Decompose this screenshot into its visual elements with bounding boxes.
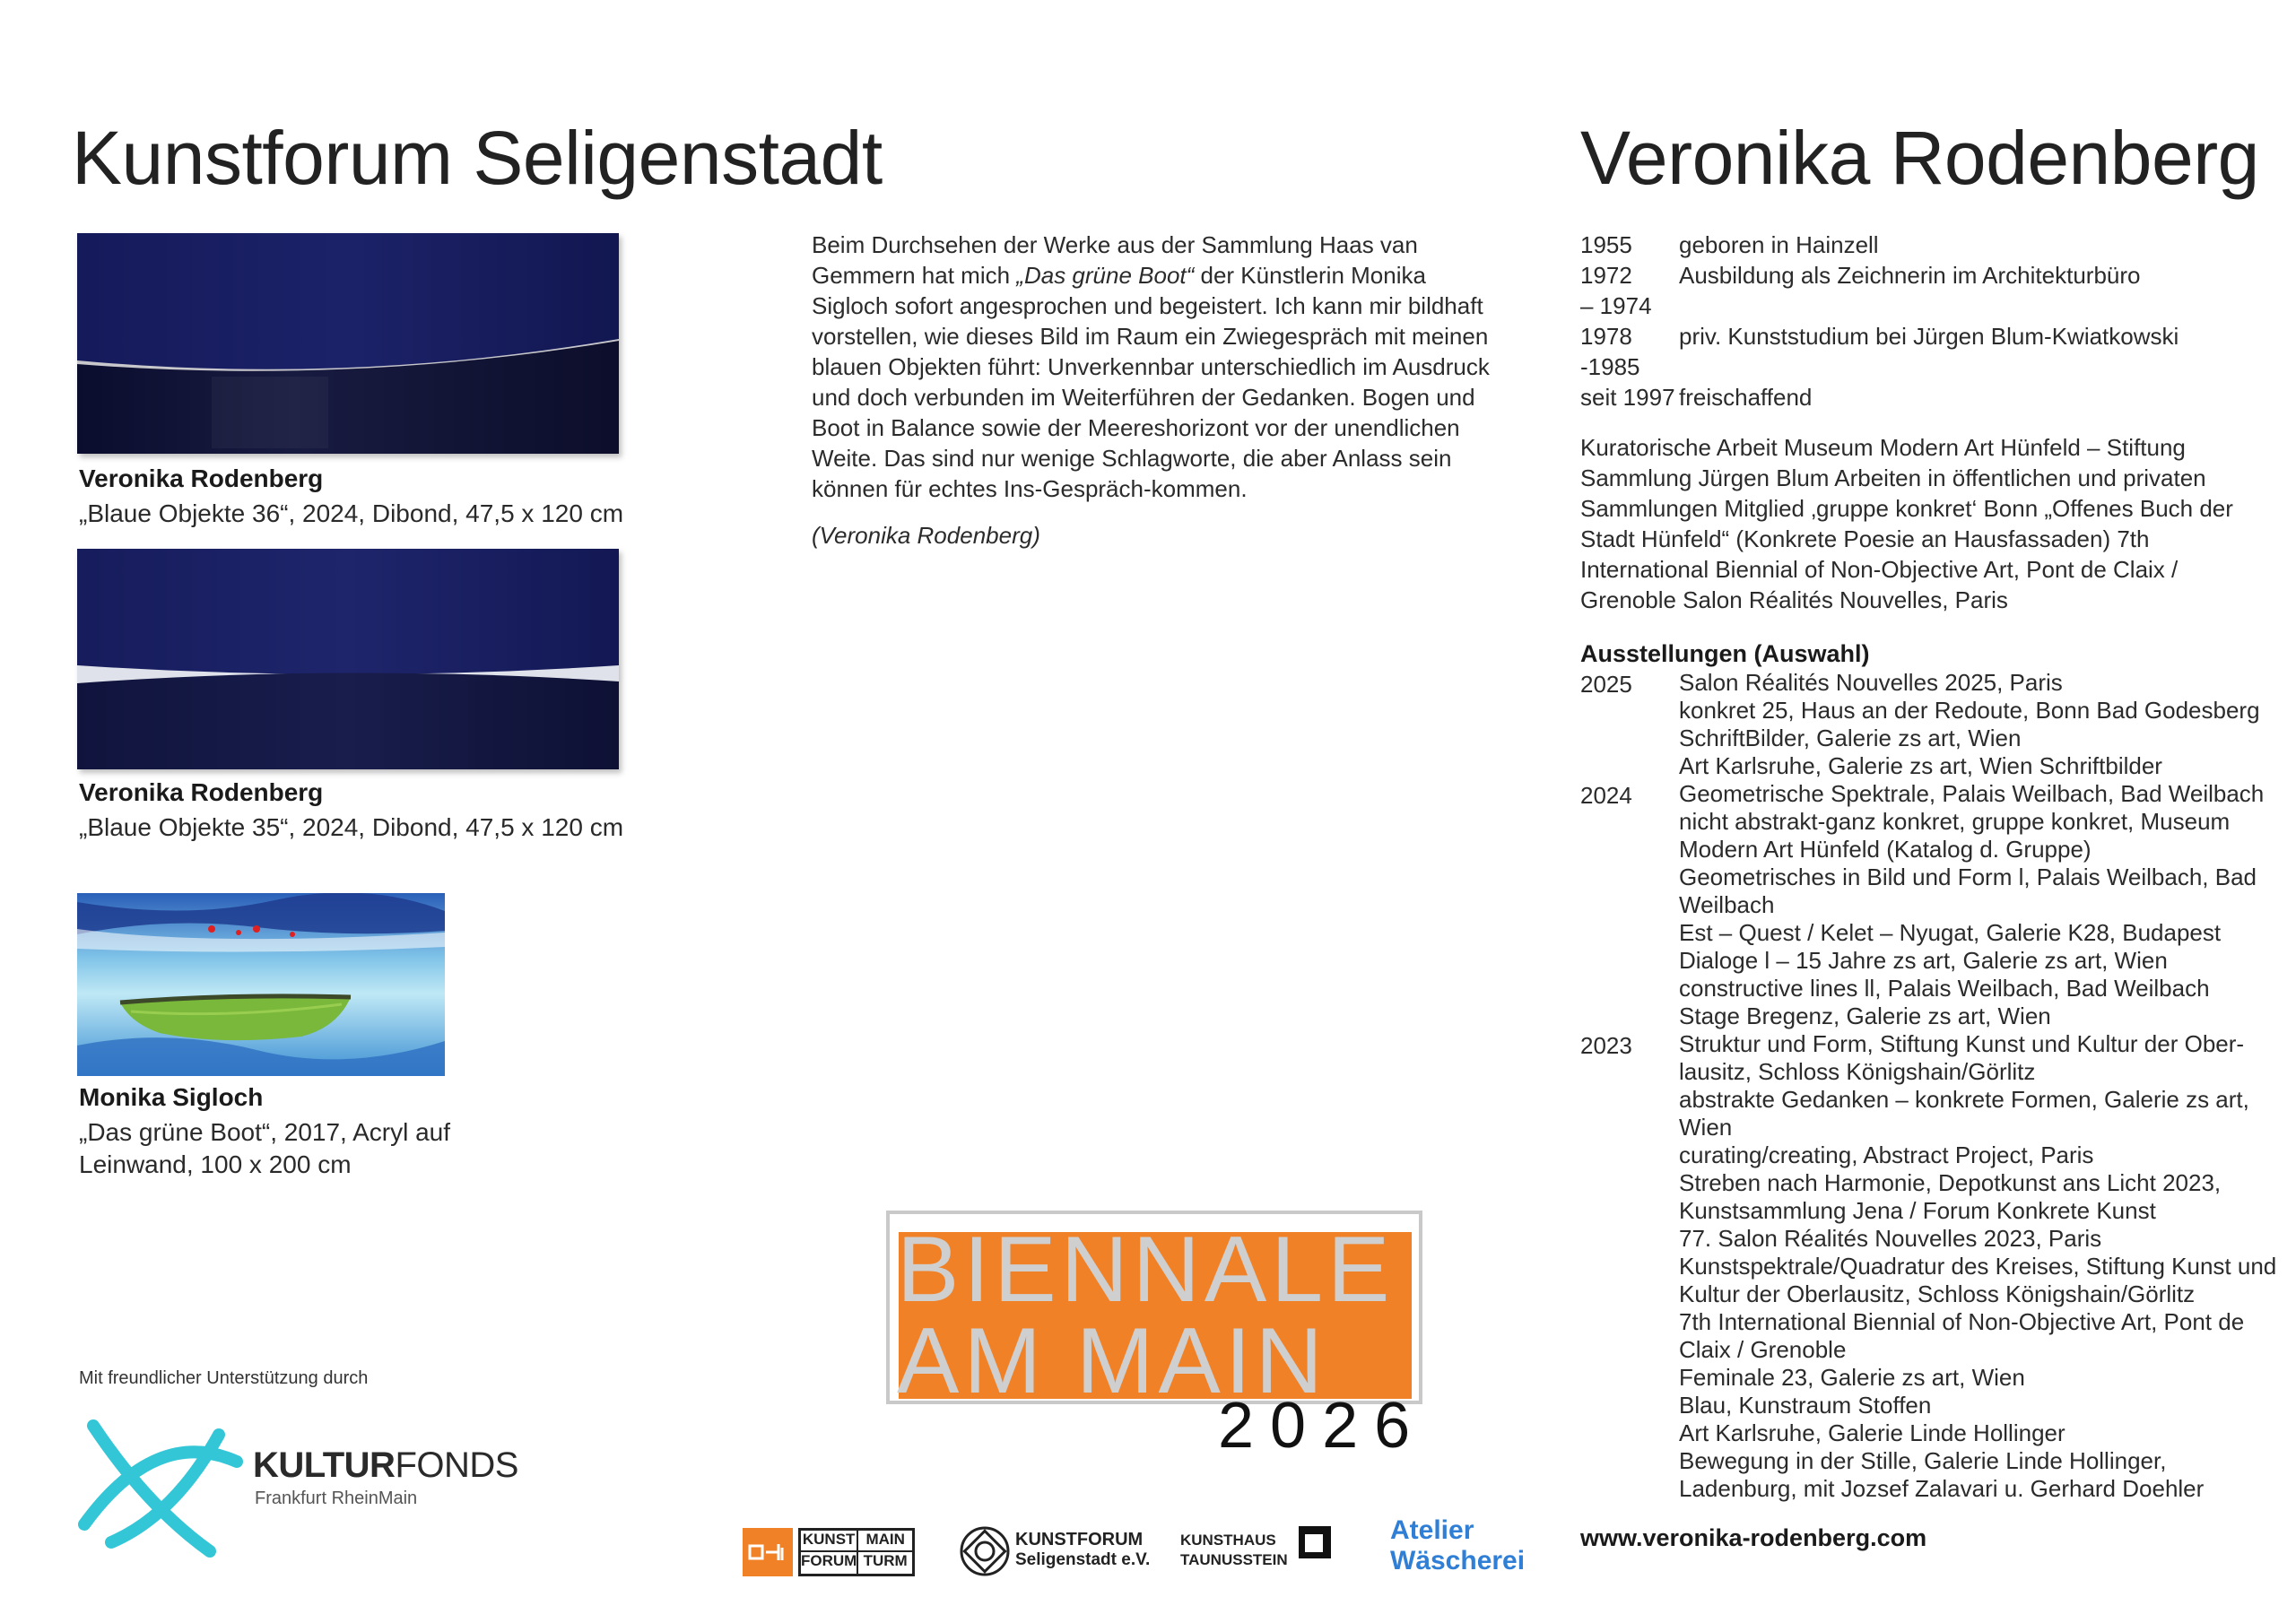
exhibition-item: Bewegung in der Stille, Galerie Linde Hollinger, [1679,1447,2167,1474]
exhibition-item: curating/creating, Abstract Project, Paris [1679,1141,2094,1168]
cv-row: – 1974 [1580,292,1652,319]
artwork-details: Leinwand, 100 x 200 cm [79,1150,352,1178]
sponsor-text: TURM [863,1552,908,1569]
cv-row: seit 1997 freischaffend [1580,384,1813,411]
artist-biography [1580,230,2280,1503]
artwork-image-blaue-objekte-35 [77,549,619,769]
cv-row: 1978 priv. Kunststudium bei Jürgen Blum-Kwiatkowski [1580,323,2179,350]
left-title: Kunstforum Seligenstadt [72,116,883,200]
support-text: Mit freundlicher Unterstützung durch [79,1368,369,1388]
kunsthaus-logo-subtitle: TAUNUSSTEIN [1180,1551,1288,1568]
exhibition-item: Claix / Grenoble [1679,1336,1847,1363]
kunstmainforumturm-mark-icon [743,1528,793,1576]
exhibition-item: konkret 25, Haus an der Redoute, Bonn Bad Godesberg [1679,697,2260,724]
kunstforum-logo-title: KUNSTFORUM [1015,1530,1144,1549]
sponsor-text: FORUM [801,1552,858,1574]
exhibition-item: Art Karlsruhe, Galerie zs art, Wien Schriftbilder [1679,752,2162,779]
exhibition-item: Geometrische Spektrale, Palais Weilbach, Bad Weilbach [1679,780,2265,807]
exhibition-item: Feminale 23, Galerie zs art, Wien [1679,1364,2025,1391]
exhibition-year-block: 2024 Geometrische Spektrale, Palais Weilbach, Bad Weilbach nicht abstrakt-ganz konkret, gruppe konkret, Museum Modern Art Hünfeld (Katalog d. Gruppe) Geometrisches in Bild und Form l, Palais Weilbach, Bad Weilbach Est – Quest / Kelet – Nyugat, Galerie K28, Budapest Dialoge l – 15 Jahre zs art, Galerie zs art, Wien constructive lines ll, Palais Weilbach, Bad Weilbach Stage Bregenz, Galerie zs art, Wien [1580,780,2280,1030]
exhibition-item: Art Karlsruhe, Galerie Linde Hollinger [1679,1419,2066,1446]
biennale-logo-line1: BIENNALE [897,1218,1395,1322]
exhibition-item: Weilbach [1679,891,1775,918]
kunstforum-seligenstadt-logo-icon [958,1524,1012,1578]
cv-row: -1985 [1580,353,1640,380]
exhibition-year-block: 2023 Struktur und Form, Stiftung Kunst und Kultur der Ober- lausitz, Schloss Königshain/Görlitz abstrakte Gedanken – konkrete Formen, Galerie zs art, Wien curating/creating, Abstract Project, Paris Streben nach Harmonie, Depotkunst ans Licht 2023, Kunstsammlung Jena / Forum Konkrete Kunst 77. Salon Réalités Nouvelles 2023, Paris Kunstspektrale/Quadratur des Kreises, Stiftung Kunst und Kultur der Oberlausitz, Schloss Königshain/Görlitz 7th International Biennial of Non-Objective Art, Pont de Claix / Grenoble Feminale 23, Galerie zs art, Wien Blau, Kunstraum Stoffen Art Karlsruhe, Galerie Linde Hollinger Bewegung in der Stille, Galerie Linde Hollinger, Ladenburg, mit Jozsef Zalavari u. Gerhard Doehler [1580,1030,2280,1503]
artwork-image-blaue-objekte-36 [77,233,619,454]
kunsthaus-logo-title: KUNSTHAUS [1180,1532,1276,1549]
exhibition-item: Streben nach Harmonie, Depotkunst ans Licht 2023, [1679,1169,2222,1196]
exhibition-item: lausitz, Schloss Königshain/Görlitz [1679,1058,2036,1085]
artwork-details: „Das grüne Boot“, 2017, Acryl auf [79,1118,450,1146]
exhibition-item: Kunstsammlung Jena / Forum Konkrete Kunst [1679,1197,2156,1224]
artwork-artist: Veronika Rodenberg [79,778,324,806]
kulturfonds-subtitle: Frankfurt RheinMain [255,1488,418,1508]
exhibition-item: Est – Quest / Kelet – Nyugat, Galerie K28, Budapest [1679,919,2222,946]
exhibition-item: Struktur und Form, Stiftung Kunst und Kultur der Ober- [1679,1030,2245,1057]
exhibition-item: SchriftBilder, Galerie zs art, Wien [1679,725,2022,751]
exhibition-item: Salon Réalités Nouvelles 2025, Paris [1679,669,2063,696]
atelier-logo-line1: Atelier [1390,1515,1474,1545]
exhibition-item: Stage Bregenz, Galerie zs art, Wien [1679,1002,2051,1029]
exhibitions-heading: Ausstellungen (Auswahl) [1580,640,1870,667]
exhibition-item: Modern Art Hünfeld (Katalog d. Gruppe) [1679,836,2092,863]
exhibition-item: abstrakte Gedanken – konkrete Formen, Galerie zs art, [1679,1086,2249,1113]
statement-signature: (Veronika Rodenberg) [812,522,1040,549]
artwork-image-das-gruene-boot [77,893,445,1076]
right-title: Veronika Rodenberg [1580,116,2259,200]
exhibition-item: nicht abstrakt-ganz konkret, gruppe konkret, Museum [1679,808,2231,835]
artist-website-link[interactable]: www.veronika-rodenberg.com [1580,1524,1927,1551]
curatorial-paragraph: Kuratorische Arbeit Museum Modern Art Hünfeld – Stiftung Sammlung Jürgen Blum Arbeiten in öffentlichen und privaten Sammlungen Mitglied ‚gruppe konkret‘ Bonn „Offenes Buch der Stadt Hünfeld“ (Konkrete Poesie an Hausfassaden) 7th International Biennial of Non-Objective Art, Pont de Claix / Grenoble Salon Réalités Nouvelles, Paris [1580,434,2233,613]
kunstforum-logo-subtitle: Seligenstadt e.V. [1015,1550,1151,1569]
exhibition-item: 77. Salon Réalités Nouvelles 2023, Paris [1679,1225,2102,1252]
artist-statement: Beim Durchsehen der Werke aus der Sammlung Haas van Gemmern hat mich „Das grüne Boot“ der Künstlerin Monika Sigloch sofort angesprochen und begeistert. Ich kann mir bildhaft vorstellen, wie dieses Bild im Raum ein Zwiegespräch mit meinen blauen Objekten führt: Unverkennbar unterschiedlich im Ausdruck und doch verbunden im Weiterführen der Gedanken. Bogen und Boot in Balance sowie der Meereshorizont vor der unendlichen Weite. Das sind nur wenige Schlagworte, die aber Anlass sein können für echtes Ins-Gespräch-kommen. (Veronika Rodenberg) [812,230,1502,551]
exhibition-item: Blau, Kunstraum Stoffen [1679,1392,1932,1419]
artwork-artist: Monika Sigloch [79,1083,264,1111]
kulturfonds-logo-icon [75,1408,255,1569]
sponsor-text: KUNST [801,1531,858,1552]
biennale-logo-year: 2026 [1218,1390,1427,1462]
exhibition-year-block: 2025 Salon Réalités Nouvelles 2025, Paris konkret 25, Haus an der Redoute, Bonn Bad Godesberg SchriftBilder, Galerie zs art, Wien Art Karlsruhe, Galerie zs art, Wien Schriftbilder [1580,669,2280,780]
cv-row: 1972 Ausbildung als Zeichnerin im Architekturbüro [1580,262,2141,289]
artwork-artist: Veronika Rodenberg [79,464,324,492]
exhibition-item: Wien [1679,1114,1733,1141]
cv-row: 1955 geboren in Hainzell [1580,231,1879,258]
exhibition-item: Kunstspektrale/Quadratur des Kreises, Stiftung Kunst und [1679,1253,2277,1280]
sponsor-text: MAIN [858,1531,912,1552]
exhibition-item: Kultur der Oberlausitz, Schloss Königshain/Görlitz [1679,1280,2196,1307]
kunsthaus-square-icon [1299,1526,1331,1558]
kunstmainforumturm-logo [798,1528,915,1576]
biennale-logo-line2: AM MAIN [897,1309,1327,1413]
exhibition-item: 7th International Biennial of Non-Objective Art, Pont de [1679,1308,2245,1335]
exhibition-item: Geometrisches in Bild und Form l, Palais Weilbach, Bad [1679,864,2257,890]
exhibition-item: constructive lines ll, Palais Weilbach, Bad Weilbach [1679,975,2210,1002]
kulturfonds-wordmark: KULTURFONDS [253,1445,518,1485]
artwork-details: „Blaue Objekte 36“, 2024, Dibond, 47,5 x 120 cm [79,499,624,527]
exhibition-item: Dialoge l – 15 Jahre zs art, Galerie zs art, Wien [1679,947,2168,974]
exhibition-item: Ladenburg, mit Jozsef Zalavari u. Gerhard Doehler [1679,1475,2205,1502]
artwork-details: „Blaue Objekte 35“, 2024, Dibond, 47,5 x 120 cm [79,813,624,841]
atelier-logo-line2: Wäscherei [1390,1546,1526,1575]
